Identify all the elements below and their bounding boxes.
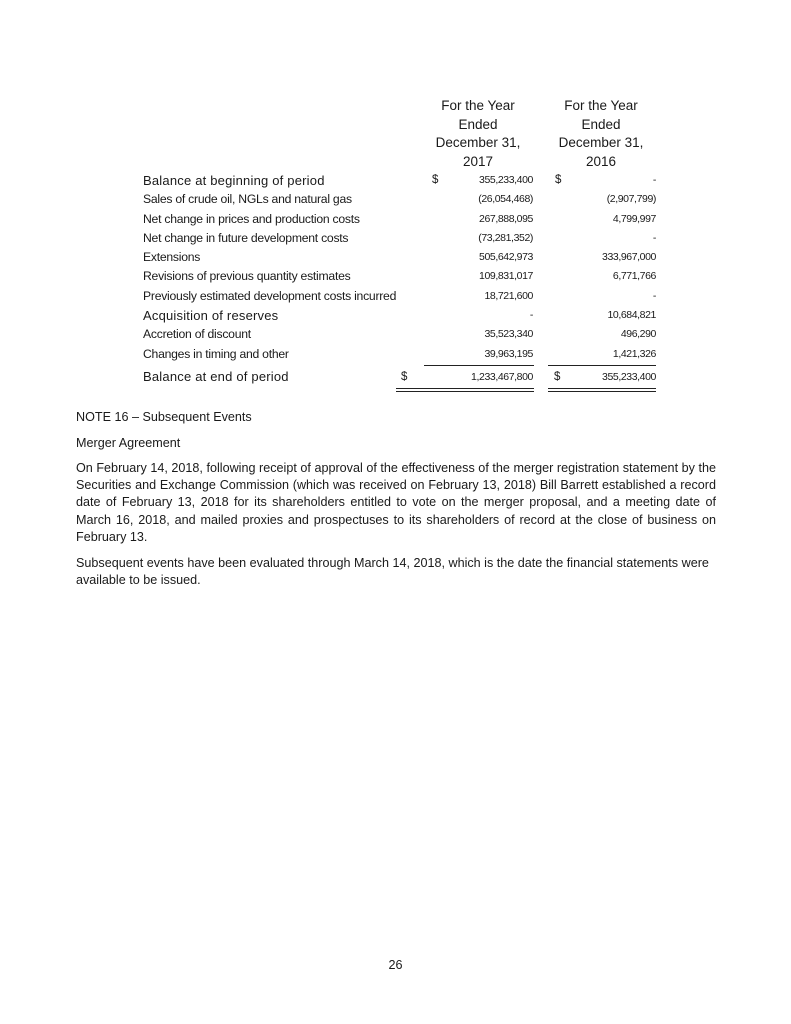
table-row xyxy=(143,345,655,364)
note-subtitle: Merger Agreement xyxy=(76,436,181,450)
header-line: 2017 xyxy=(462,153,494,169)
table-row xyxy=(143,210,655,229)
value-2016: 4,799,997 xyxy=(612,212,656,225)
header-line: For the Year xyxy=(564,98,638,113)
value-2016: - xyxy=(652,289,656,302)
value-2016: (2,907,799) xyxy=(606,193,656,206)
total-double-rule xyxy=(548,388,656,392)
reserves-rollforward-table xyxy=(143,171,655,387)
value-2016: 6,771,766 xyxy=(612,270,656,283)
row-label: Revisions of previous quantity estimates xyxy=(143,269,351,284)
value-2017: (73,281,352) xyxy=(478,231,533,244)
subtotal-rule xyxy=(548,365,656,366)
subtotal-rule xyxy=(424,365,534,366)
row-label: Balance at end of period xyxy=(143,368,289,384)
page-number: 26 xyxy=(388,958,403,972)
value-2017: 18,721,600 xyxy=(484,289,533,302)
value-2017: 355,233,400 xyxy=(479,174,533,186)
column-header-2016 xyxy=(549,97,653,171)
note-paragraph: On February 14, 2018, following receipt of approval of the effectiveness of the merger registration statement by the Securities and Exchange Commission (which was received on February 13, 2018) Bill Barrett established a record date of February 13, 2018 for its shareholders entitled to vote on the merger proposal, and a meeting date of March 16, 2018, and mailed proxies and prospectuses to its shareholders of record at the close of business on February 13. xyxy=(76,461,716,544)
row-label: Accretion of discount xyxy=(143,327,251,342)
row-label: Sales of crude oil, NGLs and natural gas xyxy=(143,192,352,207)
value-2016: 355,233,400 xyxy=(602,370,656,383)
value-2017: 109,831,017 xyxy=(479,270,533,283)
table-row xyxy=(143,229,655,248)
header-line: 2016 xyxy=(585,153,617,169)
note-paragraph: Subsequent events have been evaluated through March 14, 2018, which is the date the financial statements were available to be issued. xyxy=(76,556,709,588)
value-2016: 1,421,326 xyxy=(612,347,656,360)
table-row xyxy=(143,171,655,190)
currency-symbol: $ xyxy=(432,174,439,186)
value-2016: - xyxy=(652,174,656,186)
row-label: Changes in timing and other xyxy=(143,346,289,361)
currency-symbol: $ xyxy=(401,370,408,383)
total-double-rule xyxy=(396,388,534,392)
value-2016: 333,967,000 xyxy=(602,251,656,264)
value-2016: 496,290 xyxy=(620,328,656,341)
row-label: Acquisition of reserves xyxy=(143,308,279,324)
table-row xyxy=(143,248,655,267)
currency-symbol: $ xyxy=(555,174,562,186)
row-label: Balance at beginning of period xyxy=(143,173,325,188)
value-2016: - xyxy=(652,231,656,244)
header-line: Ended xyxy=(458,116,498,132)
table-row xyxy=(143,325,655,344)
value-2017: 35,523,340 xyxy=(484,328,533,341)
currency-symbol: $ xyxy=(554,370,561,383)
row-label: Net change in prices and production costs xyxy=(143,211,360,226)
row-label: Extensions xyxy=(143,250,201,265)
table-row xyxy=(143,287,655,306)
row-label: Net change in future development costs xyxy=(143,230,349,245)
total-row xyxy=(143,367,655,387)
header-line: For the Year xyxy=(441,98,515,113)
value-2017: 267,888,095 xyxy=(479,212,533,225)
table-row xyxy=(143,267,655,286)
header-line: December 31, xyxy=(435,135,521,150)
value-2017: 39,963,195 xyxy=(484,347,533,360)
value-2017: 1,233,467,800 xyxy=(471,370,533,383)
value-2016: 10,684,821 xyxy=(607,309,656,322)
column-header-2017 xyxy=(426,97,530,171)
table-row xyxy=(143,306,655,325)
value-2017: (26,054,468) xyxy=(478,193,533,206)
value-2017: - xyxy=(529,309,533,322)
header-line: December 31, xyxy=(558,135,644,150)
row-label: Previously estimated development costs incurred xyxy=(143,288,397,303)
note-title: NOTE 16 – Subsequent Events xyxy=(76,410,252,424)
table-row xyxy=(143,190,655,209)
value-2017: 505,642,973 xyxy=(479,251,533,264)
header-line: Ended xyxy=(581,116,621,132)
